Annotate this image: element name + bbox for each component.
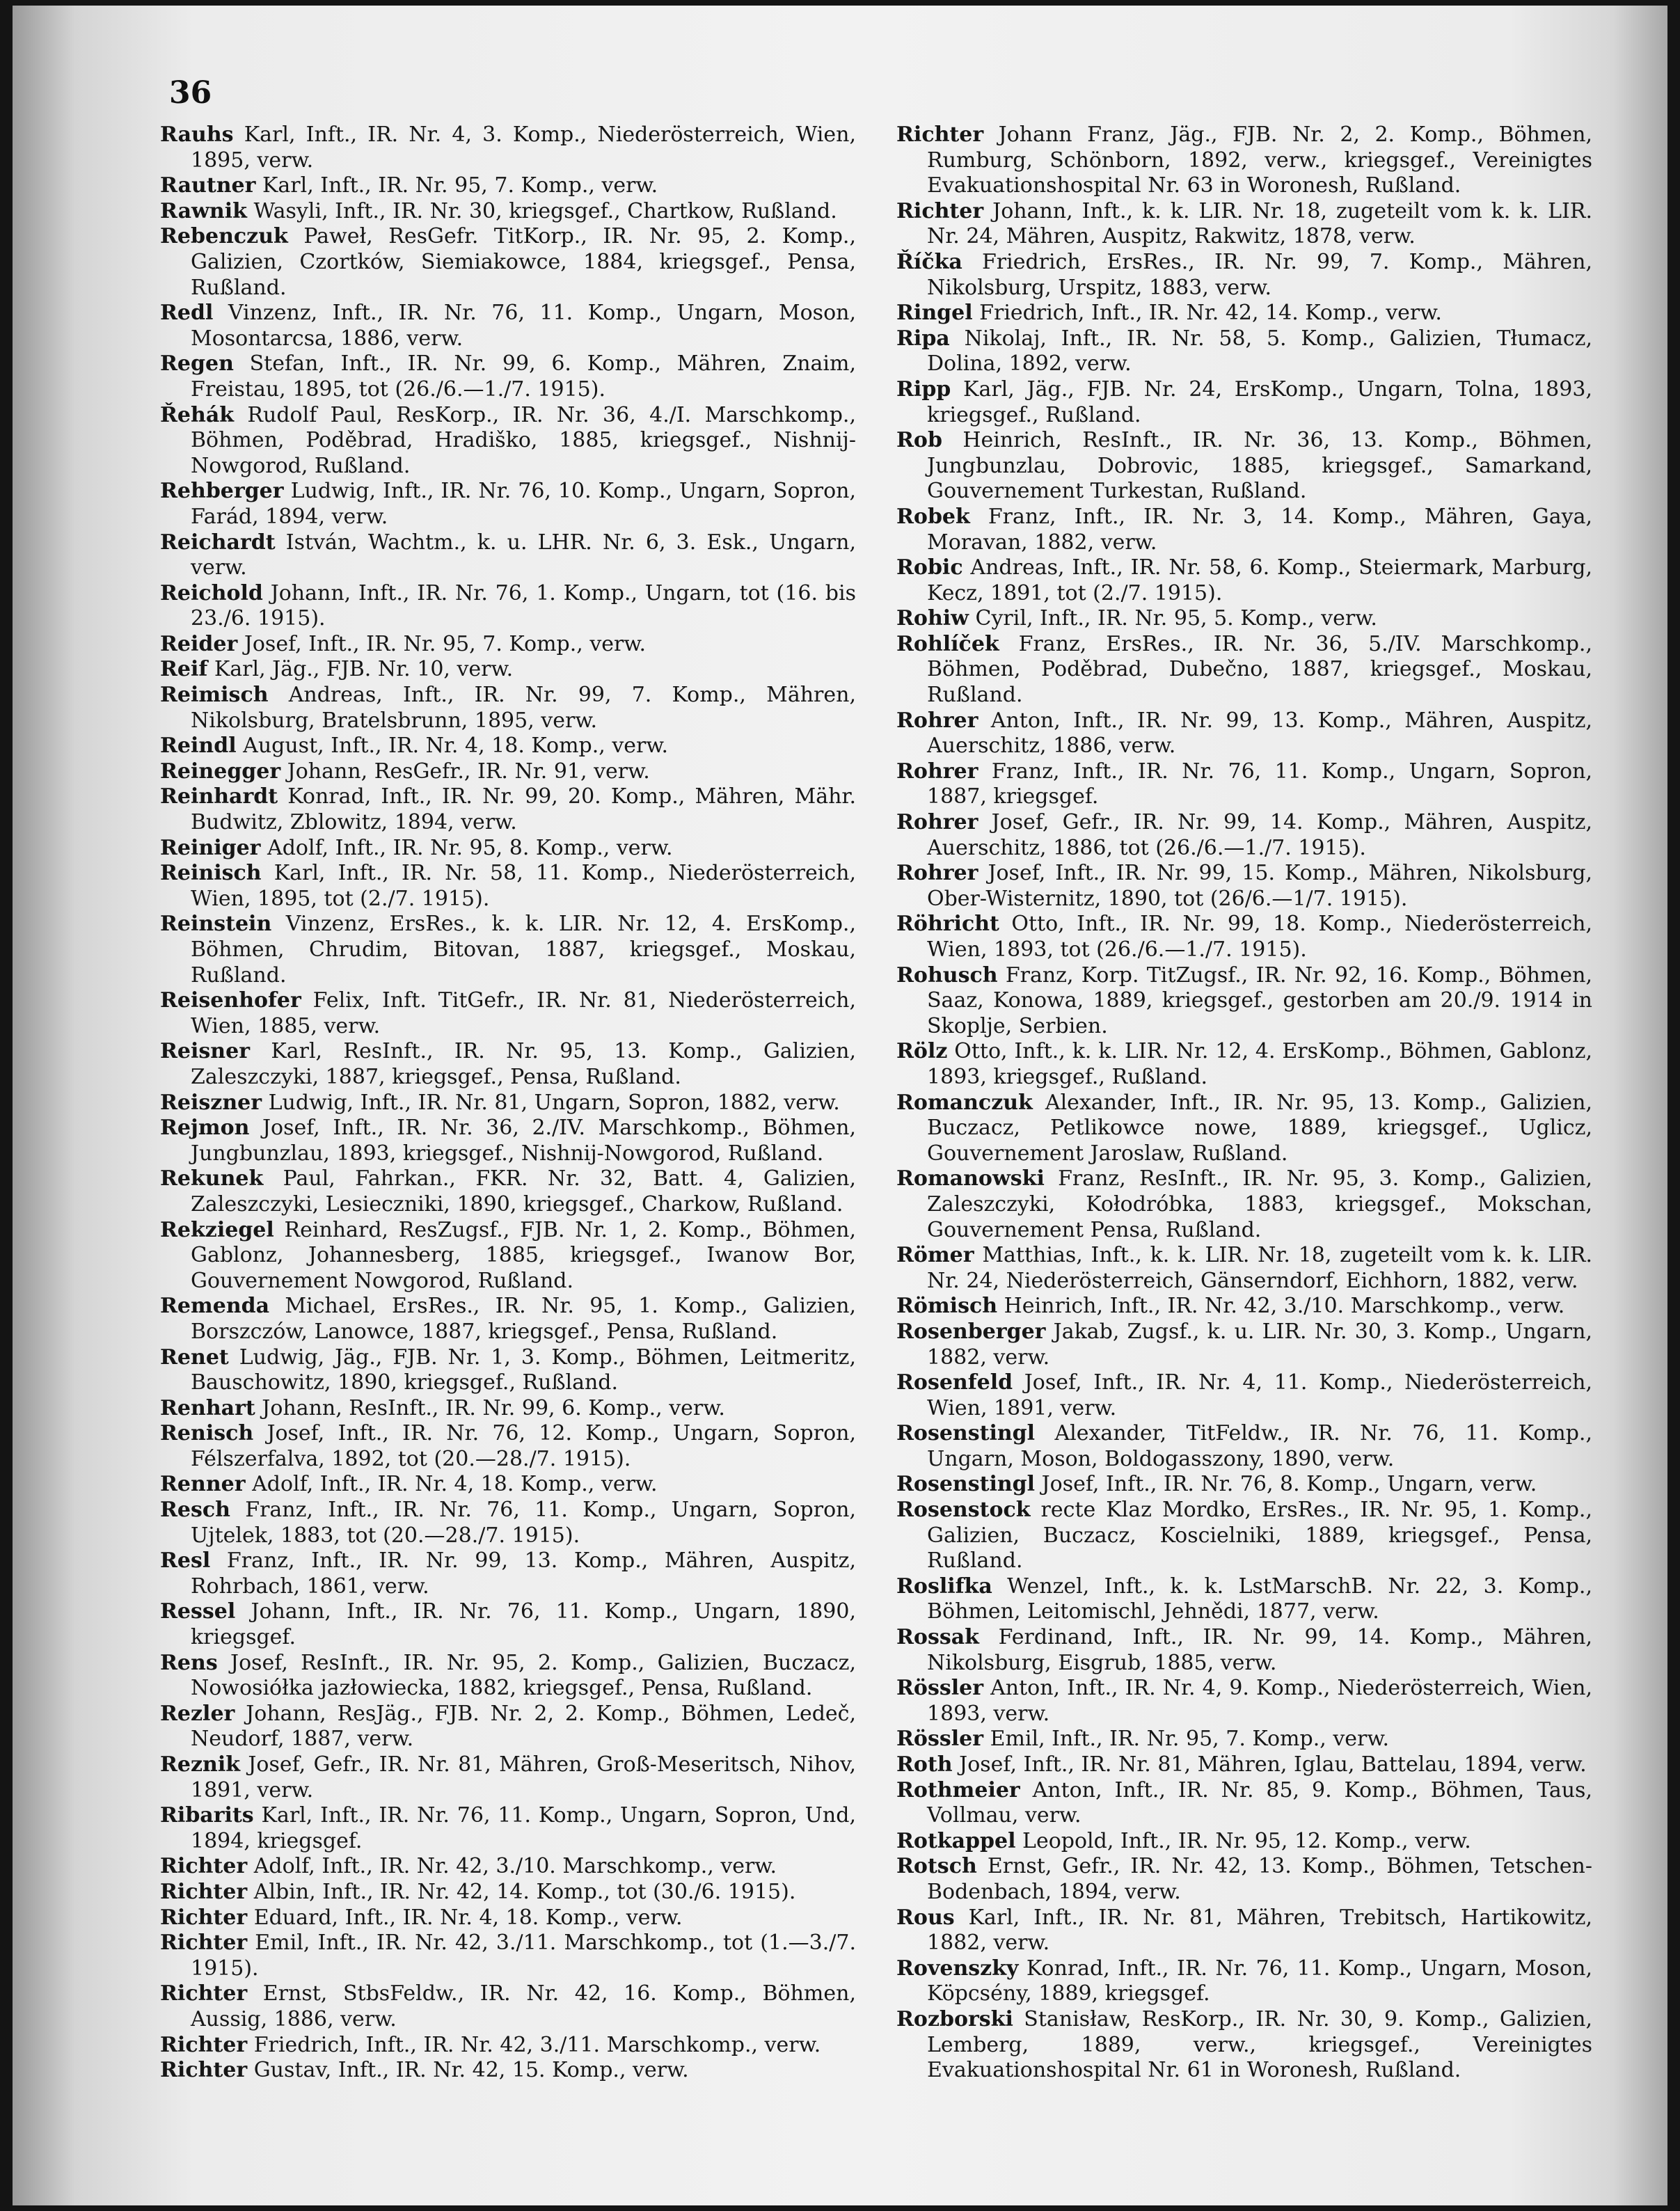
entry-details: Ferdinand, Inft., IR. Nr. 99, 14. Komp., Mähren, Nikolsburg, Eisgrub, 1885, verw.	[927, 1625, 1592, 1675]
register-entry	[160, 301, 856, 351]
entry-surname: Reinhardt	[160, 784, 278, 809]
entry-details: Ernst, StbsFeldw., IR. Nr. 42, 16. Komp., Böhmen, Aussig, 1886, verw.	[191, 1981, 856, 2031]
register-entry	[896, 708, 1592, 759]
entry-surname: Richter	[160, 1905, 248, 1930]
entry-details: Johann Franz, Jäg., FJB. Nr. 2, 2. Komp., Böhmen, Rumburg, Schönborn, 1892, verw., kriegsgef., Vereinigtes Evakuationshospital Nr. 63 in Woronesh, Rußland.	[927, 122, 1592, 198]
register-entry	[160, 530, 856, 581]
register-entry	[896, 1574, 1592, 1625]
entry-surname: Rauhs	[160, 122, 234, 147]
entry-details: Jakab, Zugsf., k. u. LIR. Nr. 30, 3. Komp., Ungarn, 1882, verw.	[927, 1319, 1592, 1370]
register-entry	[160, 912, 856, 988]
register-entry	[160, 988, 856, 1039]
entry-surname: Rekziegel	[160, 1217, 274, 1242]
entry-details: Franz, Inft., IR. Nr. 76, 11. Komp., Ungarn, Sopron, 1887, kriegsgef.	[927, 759, 1592, 809]
register-entry	[896, 1854, 1592, 1905]
register-entry	[896, 250, 1592, 301]
entry-surname: Renner	[160, 1472, 246, 1497]
entry-details: Karl, Jäg., FJB. Nr. 24, ErsKomp., Ungarn, Tolna, 1893, kriegsgef., Rußland.	[927, 377, 1592, 427]
entry-surname: Rejmon	[160, 1116, 250, 1141]
entry-surname: Reinisch	[160, 861, 262, 886]
entry-details: Michael, ErsRes., IR. Nr. 95, 1. Komp., Galizien, Borszczów, Lanowce, 1887, kriegsgef., Pensa, Rußland.	[191, 1294, 856, 1344]
register-entry	[160, 1651, 856, 1702]
register-entry	[896, 1370, 1592, 1421]
entry-surname: Reisner	[160, 1039, 251, 1064]
entry-surname: Rossak	[896, 1625, 979, 1650]
entry-details: Friedrich, Inft., IR. Nr. 42, 14. Komp., verw.	[979, 301, 1442, 326]
entry-details: Emil, Inft., IR. Nr. 42, 3./11. Marschkomp., tot (1.—3./7. 1915).	[191, 1931, 856, 1981]
entry-details: Franz, Inft., IR. Nr. 3, 14. Komp., Mähren, Gaya, Moravan, 1882, verw.	[927, 504, 1592, 555]
entry-surname: Robek	[896, 504, 970, 529]
entry-surname: Rohrer	[896, 759, 978, 784]
entry-surname: Reznik	[160, 1752, 241, 1777]
entry-details: Karl, Inft., IR. Nr. 76, 11. Komp., Ungarn, Sopron, Und, 1894, kriegsgef.	[191, 1803, 856, 1853]
register-entry	[896, 1472, 1592, 1498]
entry-details: Karl, Jäg., FJB. Nr. 10, verw.	[214, 657, 514, 682]
entry-surname: Rölz	[896, 1039, 948, 1064]
register-entry	[160, 1472, 856, 1498]
entry-details: Wasyli, Inft., IR. Nr. 30, kriegsgef., Chartkow, Rußland.	[253, 198, 837, 223]
entry-details: Josef, Inft., IR. Nr. 76, 8. Komp., Ungarn, verw.	[1041, 1472, 1537, 1497]
entry-surname: Richter	[160, 1854, 248, 1879]
entry-surname: Renet	[160, 1345, 229, 1370]
register-entry	[896, 1956, 1592, 2007]
entry-details: Anton, Inft., IR. Nr. 99, 13. Komp., Mähren, Auspitz, Auerschitz, 1886, verw.	[927, 708, 1592, 759]
entry-surname: Ripa	[896, 326, 950, 351]
entry-surname: Romanczuk	[896, 1090, 1033, 1115]
entry-surname: Rössler	[896, 1676, 984, 1701]
register-entry	[896, 1905, 1592, 1956]
entry-surname: Rens	[160, 1650, 218, 1675]
register-entry	[896, 122, 1592, 199]
register-entry	[896, 1778, 1592, 1829]
entry-details: Franz, Korp. TitZugsf., IR. Nr. 92, 16. Komp., Böhmen, Saaz, Konowa, 1889, kriegsgef., gestorben am 20./9. 1914 in Skoplje, Serbien.	[927, 962, 1592, 1038]
entry-details: Anton, Inft., IR. Nr. 4, 9. Komp., Niederösterreich, Wien, 1893, verw.	[927, 1676, 1592, 1726]
register-entry	[896, 301, 1592, 326]
register-entry	[160, 1498, 856, 1548]
entry-details: Vinzenz, Inft., IR. Nr. 76, 11. Komp., Ungarn, Moson, Mosontarcsa, 1886, verw.	[191, 301, 856, 351]
entry-details: Ludwig, Inft., IR. Nr. 81, Ungarn, Sopron, 1882, verw.	[268, 1090, 840, 1115]
entry-surname: Richter	[896, 122, 984, 147]
entry-details: Karl, Inft., IR. Nr. 58, 11. Komp., Niederösterreich, Wien, 1895, tot (2./7. 1915).	[191, 861, 856, 911]
register-entry	[896, 199, 1592, 250]
register-entry	[896, 326, 1592, 377]
entry-details: Adolf, Inft., IR. Nr. 95, 8. Komp., verw.	[267, 835, 673, 860]
entry-details: Gustav, Inft., IR. Nr. 42, 15. Komp., verw.	[253, 2058, 689, 2083]
entry-details: Wenzel, Inft., k. k. LstMarschB. Nr. 22, 3. Komp., Böhmen, Leitomischl, Jehnědi, 1877, verw.	[927, 1574, 1593, 1624]
entry-surname: Ressel	[160, 1599, 236, 1624]
entry-details: Otto, Inft., IR. Nr. 99, 18. Komp., Niederösterreich, Wien, 1893, tot (26./6.—1./7. 1915).	[927, 912, 1592, 962]
entry-surname: Remenda	[160, 1294, 270, 1319]
entry-surname: Roth	[896, 1752, 953, 1777]
register-entry	[896, 1752, 1592, 1778]
entry-details: Konrad, Inft., IR. Nr. 99, 20. Komp., Mähren, Mähr. Budwitz, Zblowitz, 1894, verw.	[191, 784, 856, 835]
register-entry	[160, 1702, 856, 1752]
entry-details: Josef, Inft., IR. Nr. 4, 11. Komp., Niederösterreich, Wien, 1891, verw.	[927, 1370, 1592, 1420]
register-entry	[160, 1752, 856, 1803]
register-entry	[160, 759, 856, 785]
entry-surname: Rozborski	[896, 2006, 1013, 2031]
entry-surname: Renhart	[160, 1395, 255, 1420]
entry-surname: Romanowski	[896, 1166, 1045, 1191]
entry-details: recte Klaz Mordko, ErsRes., IR. Nr. 95, 1. Komp., Galizien, Buczacz, Koscielniki, 1889, kriegsgef., Pensa, Rußland.	[927, 1498, 1592, 1574]
entry-surname: Rekunek	[160, 1166, 264, 1191]
entry-surname: Rohlíček	[896, 631, 999, 656]
register-entry	[896, 1294, 1592, 1320]
entry-details: Johann, Inft., IR. Nr. 76, 11. Komp., Ungarn, 1890, kriegsgef.	[191, 1599, 856, 1650]
entry-details: István, Wachtm., k. u. LHR. Nr. 6, 3. Esk., Ungarn, verw.	[191, 530, 856, 580]
entry-details: Franz, ResInft., IR. Nr. 95, 3. Komp., Galizien, Zaleszczyki, Kołodróbka, 1883, kriegsgef., Mokschan, Gouvernement Pensa, Rußland.	[927, 1166, 1592, 1242]
register-entry	[160, 403, 856, 480]
register-entry	[160, 173, 856, 199]
entry-details: Stanisław, ResKorp., IR. Nr. 30, 9. Komp., Galizien, Lemberg, 1889, verw., kriegsgef., Vereinigtes Evakuationshospital Nr. 61 in Woronesh, Rußland.	[927, 2006, 1592, 2083]
entry-surname: Rohrer	[896, 861, 978, 886]
entry-surname: Reichold	[160, 580, 263, 605]
register-entry	[160, 1931, 856, 1981]
entry-surname: Rotkappel	[896, 1828, 1016, 1853]
page-number: 36	[169, 75, 212, 111]
entry-surname: Richter	[160, 1931, 248, 1956]
register-entry	[896, 2007, 1592, 2084]
entry-surname: Ripp	[896, 377, 951, 402]
register-entry	[896, 1421, 1592, 1472]
entry-details: Andreas, Inft., IR. Nr. 58, 6. Komp., Steiermark, Marburg, Kecz, 1891, tot (2./7. 1915).	[927, 555, 1592, 605]
register-entry	[160, 224, 856, 301]
register-entry	[896, 1243, 1592, 1294]
entry-details: Matthias, Inft., k. k. LIR. Nr. 18, zugeteilt vom k. k. LIR. Nr. 24, Niederösterreich, Gänserndorf, Eichhorn, 1882, verw.	[927, 1243, 1592, 1293]
entry-details: Karl, ResInft., IR. Nr. 95, 13. Komp., Galizien, Zaleszczyki, 1887, kriegsgef., Pensa, Rußland.	[191, 1039, 856, 1089]
entry-surname: Reinegger	[160, 759, 281, 784]
entry-details: Ludwig, Jäg., FJB. Nr. 1, 3. Komp., Böhmen, Leitmeritz, Bauschowitz, 1890, kriegsgef., Rußland.	[191, 1345, 856, 1395]
register-entry	[896, 555, 1592, 606]
entry-surname: Ringel	[896, 301, 973, 326]
register-entry	[896, 963, 1592, 1040]
entry-details: Heinrich, Inft., IR. Nr. 42, 3./10. Marschkomp., verw.	[1004, 1294, 1565, 1319]
entry-surname: Richter	[896, 198, 984, 223]
entry-details: Karl, Inft., IR. Nr. 81, Mähren, Trebitsch, Hartikowitz, 1882, verw.	[927, 1905, 1592, 1956]
entry-surname: Rawnik	[160, 198, 247, 223]
register-entry	[160, 1981, 856, 2032]
register-entry	[160, 1421, 856, 1472]
entry-details: Alexander, TitFeldw., IR. Nr. 76, 11. Komp., Ungarn, Moson, Boldogasszony, 1890, verw.	[927, 1421, 1592, 1471]
entry-surname: Rob	[896, 428, 942, 453]
entry-details: Adolf, Inft., IR. Nr. 42, 3./10. Marschkomp., verw.	[253, 1854, 777, 1879]
entry-details: Albin, Inft., IR. Nr. 42, 14. Komp., tot (30./6. 1915).	[253, 1879, 796, 1904]
entry-surname: Resch	[160, 1498, 230, 1523]
register-entry	[160, 199, 856, 225]
register-entry	[160, 836, 856, 862]
entry-details: Emil, Inft., IR. Nr. 95, 7. Komp., verw.	[990, 1727, 1390, 1752]
register-entry	[896, 1320, 1592, 1370]
register-entry	[160, 351, 856, 402]
entry-details: Rudolf Paul, ResKorp., IR. Nr. 36, 4./I. Marschkomp., Böhmen, Poděbrad, Hradiško, 1885, kriegsgef., Nishnij-Nowgorod, Rußland.	[191, 402, 856, 478]
entry-details: Paweł, ResGefr. TitKorp., IR. Nr. 95, 2. Komp., Galizien, Czortków, Siemiakowce, 1884, kriegsgef., Pensa, Rußland.	[191, 224, 856, 300]
entry-surname: Reimisch	[160, 683, 269, 708]
register-entry	[160, 1091, 856, 1116]
register-entry	[896, 1166, 1592, 1243]
entry-details: Josef, Inft., IR. Nr. 76, 12. Komp., Ungarn, Sopron, Félszerfalva, 1892, tot (20.—28./7. 1915).	[191, 1421, 856, 1471]
entry-details: Anton, Inft., IR. Nr. 85, 9. Komp., Böhmen, Taus, Vollmau, verw.	[927, 1777, 1592, 1828]
entry-surname: Reinstein	[160, 912, 272, 937]
entry-details: Karl, Inft., IR. Nr. 4, 3. Komp., Niederösterreich, Wien, 1895, verw.	[191, 122, 856, 173]
entry-details: Leopold, Inft., IR. Nr. 95, 12. Komp., verw.	[1022, 1828, 1471, 1853]
entry-details: Adolf, Inft., IR. Nr. 4, 18. Komp., verw.	[252, 1472, 658, 1497]
entry-surname: Richter	[160, 1879, 248, 1904]
entry-surname: Rosenfeld	[896, 1370, 1013, 1395]
register-entry	[160, 1396, 856, 1422]
register-entry	[160, 1548, 856, 1599]
entry-surname: Richter	[160, 2032, 248, 2057]
register-entry	[160, 734, 856, 759]
entry-details: Ernst, Gefr., IR. Nr. 42, 13. Komp., Böhmen, Tetschen-Bodenbach, 1894, verw.	[927, 1854, 1592, 1904]
entry-surname: Rebenczuk	[160, 224, 288, 249]
entry-surname: Rosenstingl	[896, 1421, 1036, 1446]
entry-details: Alexander, Inft., IR. Nr. 95, 13. Komp., Galizien, Buczacz, Petlikowce nowe, 1889, kriegsgef., Uglicz, Gouvernement Jaroslaw, Rußland.	[927, 1090, 1592, 1166]
register-entry	[896, 1039, 1592, 1090]
register-entry	[160, 683, 856, 734]
entry-surname: Rezler	[160, 1701, 235, 1726]
register-entry	[160, 122, 856, 173]
entry-surname: Rohrer	[896, 708, 978, 733]
entry-surname: Roslifka	[896, 1574, 992, 1599]
register-entry	[160, 1905, 856, 1931]
entry-surname: Römer	[896, 1243, 974, 1268]
entry-surname: Robic	[896, 555, 963, 580]
entry-surname: Reif	[160, 657, 208, 682]
entry-surname: Rautner	[160, 173, 256, 198]
entry-surname: Regen	[160, 351, 234, 377]
register-entry	[896, 632, 1592, 708]
entry-details: Vinzenz, ErsRes., k. k. LIR. Nr. 12, 4. ErsKomp., Böhmen, Chrudim, Bitovan, 1887, kriegsgef., Moskau, Rußland.	[191, 912, 856, 988]
entry-details: Franz, Inft., IR. Nr. 99, 13. Komp., Mähren, Auspitz, Rohrbach, 1861, verw.	[191, 1548, 856, 1599]
entry-details: Josef, ResInft., IR. Nr. 95, 2. Komp., Galizien, Buczacz, Nowosiółka jazłowiecka, 1882, kriegsgef., Pensa, Rußland.	[191, 1650, 856, 1701]
register-entry	[896, 1829, 1592, 1855]
left-column	[160, 122, 856, 2084]
entry-surname: Redl	[160, 301, 214, 326]
register-entry	[160, 581, 856, 632]
register-entry	[160, 861, 856, 912]
entry-surname: Rössler	[896, 1727, 984, 1752]
entry-surname: Říčka	[896, 249, 962, 274]
register-entry	[160, 1294, 856, 1345]
register-entry	[160, 1880, 856, 1905]
entry-surname: Renisch	[160, 1421, 254, 1446]
register-entry	[160, 657, 856, 683]
register-entry	[896, 1625, 1592, 1676]
register-entry	[160, 1218, 856, 1294]
register-entry	[160, 632, 856, 658]
entry-details: Johann, ResInft., IR. Nr. 99, 6. Komp., verw.	[262, 1395, 725, 1420]
entry-details: Franz, Inft., IR. Nr. 76, 11. Komp., Ungarn, Sopron, Ujtelek, 1883, tot (20.—28./7. 1915).	[191, 1498, 856, 1548]
right-column	[896, 122, 1592, 2084]
entry-details: Eduard, Inft., IR. Nr. 4, 18. Komp., verw.	[253, 1905, 683, 1930]
register-entry	[896, 377, 1592, 428]
entry-surname: Reisenhofer	[160, 988, 301, 1013]
entry-details: Reinhard, ResZugsf., FJB. Nr. 1, 2. Komp., Böhmen, Gablonz, Johannesberg, 1885, kriegsgef., Iwanow Bor, Gouvernement Nowgorod, Rußland.	[191, 1217, 856, 1293]
entry-details: Johann, ResJäg., FJB. Nr. 2, 2. Komp., Böhmen, Ledeč, Neudorf, 1887, verw.	[191, 1701, 856, 1752]
register-entry	[160, 1803, 856, 1854]
entry-surname: Rous	[896, 1905, 955, 1930]
entry-details: Otto, Inft., k. k. LIR. Nr. 12, 4. ErsKomp., Böhmen, Gablonz, 1893, kriegsgef., Rußland.	[927, 1039, 1592, 1089]
register-entry	[896, 428, 1592, 505]
entry-details: Konrad, Inft., IR. Nr. 76, 11. Komp., Ungarn, Moson, Köpcsény, 1889, kriegsgef.	[927, 1956, 1592, 2006]
entry-details: Heinrich, ResInft., IR. Nr. 36, 13. Komp., Böhmen, Jungbunzlau, Dobrovic, 1885, kriegsgef., Samarkand, Gouvernement Turkestan, Rußland.	[927, 428, 1592, 504]
entry-details: Johann, Inft., IR. Nr. 76, 1. Komp., Ungarn, tot (16. bis 23./6. 1915).	[191, 580, 856, 631]
book-page	[13, 6, 1667, 2205]
entry-details: August, Inft., IR. Nr. 4, 18. Komp., verw.	[243, 734, 669, 759]
entry-surname: Rothmeier	[896, 1777, 1020, 1802]
entry-details: Johann, Inft., k. k. LIR. Nr. 18, zugeteilt vom k. k. LIR. Nr. 24, Mähren, Auspitz, Rakwitz, 1878, verw.	[927, 198, 1592, 249]
entry-surname: Rosenstingl	[896, 1472, 1036, 1497]
register-entry	[160, 1039, 856, 1090]
entry-surname: Reider	[160, 631, 238, 656]
entry-surname: Rohusch	[896, 962, 998, 988]
entry-surname: Resl	[160, 1548, 211, 1574]
entry-details: Andreas, Inft., IR. Nr. 99, 7. Komp., Mähren, Nikolsburg, Bratelsbrunn, 1895, verw.	[191, 683, 856, 733]
register-entry	[160, 784, 856, 835]
entry-surname: Ribarits	[160, 1803, 254, 1828]
register-entry	[896, 1498, 1592, 1574]
entry-surname: Rovenszky	[896, 1956, 1019, 1981]
entry-surname: Römisch	[896, 1294, 998, 1319]
register-entry	[896, 1676, 1592, 1727]
register-entry	[160, 2058, 856, 2084]
entry-details: Josef, Inft., IR. Nr. 36, 2./IV. Marschkomp., Böhmen, Jungbunzlau, 1893, kriegsgef., Nishnij-Nowgorod, Rußland.	[191, 1116, 856, 1166]
entry-surname: Rosenstock	[896, 1498, 1031, 1523]
entry-details: Josef, Gefr., IR. Nr. 99, 14. Komp., Mähren, Auspitz, Auerschitz, 1886, tot (26./6.—1./7. 1915).	[927, 810, 1593, 860]
entry-details: Stefan, Inft., IR. Nr. 99, 6. Komp., Mähren, Znaim, Freistau, 1895, tot (26./6.—1./7. 1915).	[191, 351, 856, 402]
register-entry	[160, 1345, 856, 1396]
entry-surname: Reindl	[160, 734, 237, 759]
entry-details: Johann, ResGefr., IR. Nr. 91, verw.	[287, 759, 650, 784]
register-entry	[896, 1091, 1592, 1167]
entry-surname: Rohiw	[896, 606, 969, 631]
entry-details: Josef, Inft., IR. Nr. 81, Mähren, Iglau, Battelau, 1894, verw.	[959, 1752, 1587, 1777]
register-entry	[160, 1166, 856, 1217]
register-entry	[160, 1599, 856, 1650]
entry-surname: Rosenberger	[896, 1319, 1046, 1344]
register-entry	[896, 505, 1592, 555]
register-entry	[896, 1727, 1592, 1752]
register-entry	[896, 861, 1592, 912]
entry-details: Josef, Inft., IR. Nr. 99, 15. Komp., Mähren, Nikolsburg, Ober-Wisternitz, 1890, tot (26/6.—1/7. 1915).	[927, 861, 1592, 911]
entry-details: Josef, Gefr., IR. Nr. 81, Mähren, Groß-Meseritsch, Nihov, 1891, verw.	[191, 1752, 856, 1802]
entry-surname: Rehberger	[160, 479, 284, 504]
entry-details: Friedrich, ErsRes., IR. Nr. 99, 7. Komp., Mähren, Nikolsburg, Urspitz, 1883, verw.	[927, 249, 1592, 300]
register-entry	[160, 479, 856, 530]
entry-surname: Röhricht	[896, 912, 999, 937]
register-entry	[896, 912, 1592, 962]
entry-details: Nikolaj, Inft., IR. Nr. 58, 5. Komp., Galizien, Tłumacz, Dolina, 1892, verw.	[927, 326, 1592, 377]
entry-details: Paul, Fahrkan., FKR. Nr. 32, Batt. 4, Galizien, Zaleszczyki, Lesieczniki, 1890, kriegsgef., Charkow, Rußland.	[191, 1166, 856, 1217]
entry-details: Karl, Inft., IR. Nr. 95, 7. Komp., verw.	[262, 173, 658, 198]
entry-surname: Řehák	[160, 402, 235, 427]
entry-details: Cyril, Inft., IR. Nr. 95, 5. Komp., verw.	[975, 606, 1377, 631]
entry-details: Friedrich, Inft., IR. Nr. 42, 3./11. Marschkomp., verw.	[253, 2032, 821, 2057]
register-entry	[160, 1854, 856, 1880]
entry-details: Franz, ErsRes., IR. Nr. 36, 5./IV. Marschkomp., Böhmen, Poděbrad, Dubečno, 1887, kriegsgef., Moskau, Rußland.	[927, 631, 1592, 708]
entry-details: Ludwig, Inft., IR. Nr. 76, 10. Komp., Ungarn, Sopron, Farád, 1894, verw.	[191, 479, 856, 529]
entry-surname: Reiszner	[160, 1090, 262, 1115]
register-entry	[896, 606, 1592, 632]
entry-surname: Richter	[160, 1981, 248, 2006]
register-entry	[160, 1116, 856, 1166]
register-entry	[896, 759, 1592, 810]
register-entry	[160, 2033, 856, 2059]
entry-details: Felix, Inft. TitGefr., IR. Nr. 81, Niederösterreich, Wien, 1885, verw.	[191, 988, 856, 1038]
entry-surname: Reichardt	[160, 530, 276, 555]
entry-surname: Richter	[160, 2058, 248, 2083]
register-entry	[896, 810, 1592, 861]
entry-surname: Reiniger	[160, 835, 261, 860]
entry-surname: Rohrer	[896, 810, 978, 835]
entry-details: Josef, Inft., IR. Nr. 95, 7. Komp., verw.	[244, 631, 647, 656]
entry-surname: Rotsch	[896, 1854, 977, 1879]
